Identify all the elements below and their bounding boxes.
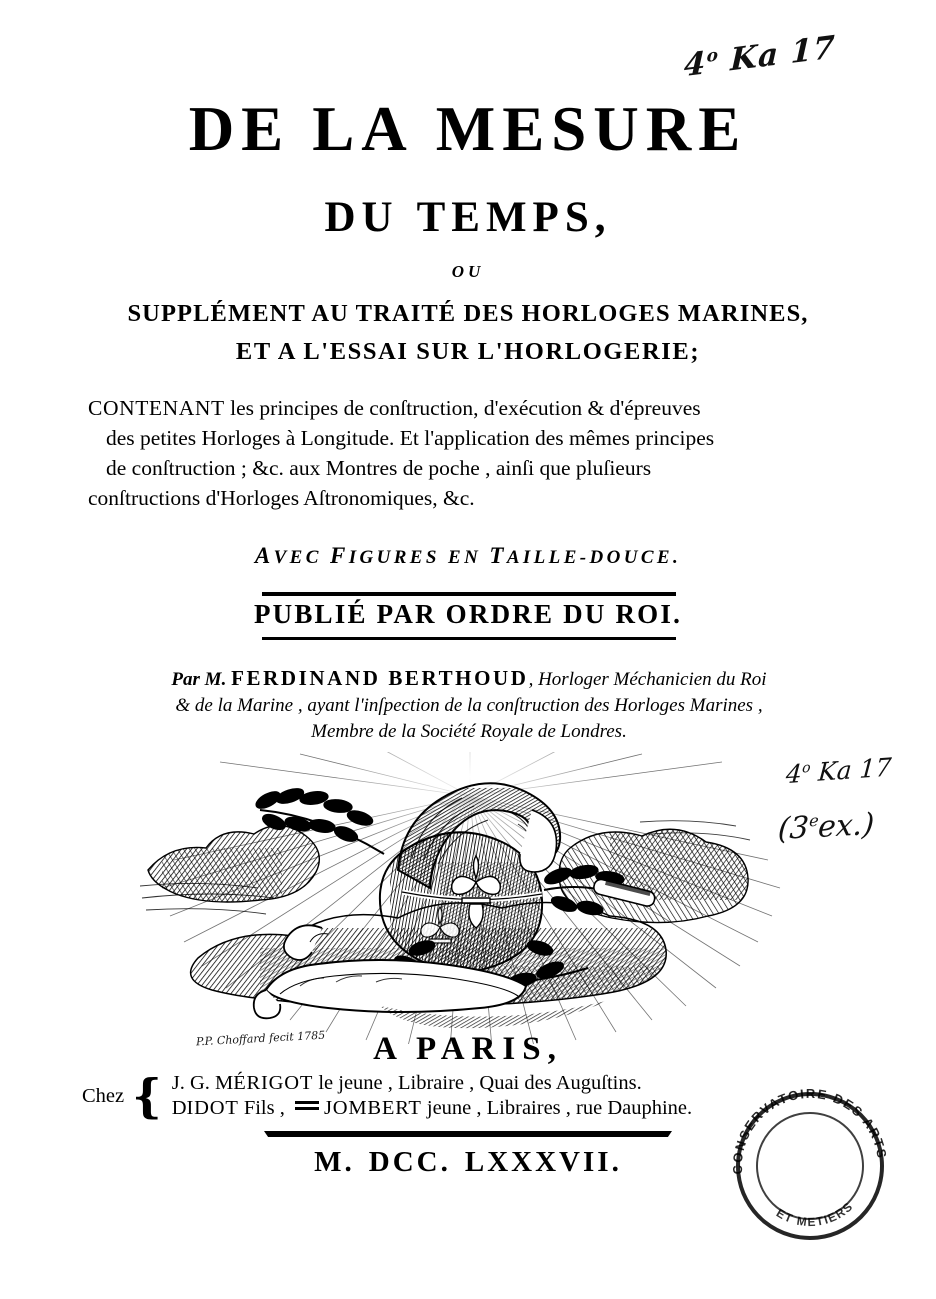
- author-par-label: Par M.: [171, 669, 227, 690]
- copy-note-rest: ex.): [816, 806, 876, 845]
- date-word-2: DCC.: [368, 1146, 451, 1178]
- title-word-3: MESURE: [435, 94, 748, 164]
- place-word-1: A: [373, 1031, 404, 1067]
- author-line-2: & de la Marine , ayant l'inſpection de la conſtruction des Horloges Marines ,: [175, 695, 763, 716]
- vignette-engraving: [140, 752, 800, 1044]
- rule-above-publie: [262, 592, 676, 596]
- didot-name: IDOT: [186, 1097, 239, 1119]
- chez-label: Chez: [82, 1084, 125, 1107]
- place-word-2: PARIS,: [416, 1031, 563, 1067]
- author-name: FERDINAND BERTHOUD: [231, 666, 529, 690]
- shelfmark-top-degree: o: [706, 45, 720, 67]
- avec-rest-3: AILLE-DOUCE.: [506, 547, 682, 568]
- title-word-2: LA: [312, 94, 414, 164]
- merigot-address: le jeune , Libraire , Quai des Auguſtins.: [313, 1072, 642, 1094]
- avec-cap-2: F: [329, 543, 349, 568]
- copy-note-number: 3: [788, 810, 811, 847]
- merigot-initials: J. G. M: [171, 1072, 234, 1094]
- bookseller-line-2: [172, 1096, 692, 1121]
- didot-fils: Fils ,: [238, 1097, 290, 1119]
- avec-cap-3: T: [489, 543, 507, 568]
- jombert-name: JOMBERT: [323, 1097, 422, 1119]
- avec-rest-1: VEC: [273, 547, 330, 568]
- handwritten-shelfmark-top: [683, 29, 836, 84]
- description-line-1: [88, 393, 852, 423]
- shelfmark-top-rest: Ka 17: [729, 29, 837, 79]
- handwritten-shelfmark-side: [785, 753, 892, 790]
- title-line-supplement: SUPPLÉMENT AU TRAITÉ DES HORLOGES MARINES,: [127, 300, 809, 327]
- author-title-tail: , Horloger Méchanicien du Roi: [528, 669, 767, 690]
- stamp-text-top: CONSERVATOIRE DES ARTS: [729, 1085, 890, 1175]
- avec-rest-2: IGURES EN: [348, 547, 490, 568]
- date-word-1: M.: [314, 1146, 355, 1178]
- title-line-essai: ET A L'ESSAI SUR L'HORLOGERIE;: [235, 338, 701, 365]
- subtitle-word-1: DU: [324, 194, 399, 241]
- subtitle-word-2: TEMPS,: [416, 194, 612, 241]
- date-word-3: LXXXVII.: [464, 1146, 622, 1178]
- description-line-2: des petites Horloges à Longitude. Et l'application des mêmes principes: [106, 426, 715, 450]
- shelfmark-side-rest: Ka 17: [817, 752, 893, 787]
- merigot-name: ÉRIGOT: [233, 1072, 314, 1094]
- author-line-1: [78, 665, 860, 693]
- description-paragraph: [88, 393, 852, 513]
- title-conjunction-ou: OU: [451, 262, 485, 281]
- library-stamp: [715, 1071, 904, 1260]
- author-line-3: Membre de la Société Royale de Londres.: [311, 721, 627, 742]
- copy-note-sup: e: [808, 810, 820, 831]
- description-line-4: conſtructions d'Horloges Aſtronomiques, &c.: [88, 486, 475, 510]
- description-lead-word: CONTENANT: [88, 396, 225, 420]
- stamp-text-bottom: ET METIERS: [773, 1198, 857, 1230]
- description-line-1-text: les principes de conſtruction, d'exécution & d'épreuves: [230, 396, 701, 420]
- didot-initial: D: [171, 1097, 187, 1119]
- em-dash-rule: [295, 1101, 319, 1110]
- page-title: [0, 94, 936, 164]
- imprint-block: [82, 1071, 782, 1121]
- bookseller-line-1: [172, 1071, 692, 1096]
- handwritten-copy-note: [777, 807, 876, 847]
- avec-cap-1: A: [254, 543, 274, 568]
- shelfmark-side-degree: o: [801, 759, 812, 777]
- shelfmark-top-prefix: 4: [683, 45, 708, 85]
- rule-below-publie: [262, 637, 676, 640]
- description-line-3: de conſtruction ; &c. aux Montres de poche , ainſi que pluſieurs: [106, 456, 652, 480]
- engraver-signature: P.P. Choffard fecit 1785: [195, 1028, 326, 1049]
- publie-par-ordre-du-roi: PUBLIÉ PAR ORDRE DU ROI.: [253, 599, 683, 629]
- rule-above-date: [264, 1131, 672, 1137]
- title-word-1: DE: [188, 94, 291, 164]
- copy-note-open: (: [776, 811, 791, 848]
- bookseller-lines: [172, 1071, 692, 1121]
- imprint-place: [0, 1033, 936, 1066]
- shelfmark-side-prefix: 4: [784, 758, 803, 790]
- imprint-brace: {: [132, 1069, 162, 1123]
- author-block: [78, 665, 860, 745]
- page-subtitle: [0, 196, 936, 239]
- jombert-address: jeune , Libraires , rue Dauphine.: [421, 1097, 693, 1119]
- avec-figures-line: [0, 543, 936, 569]
